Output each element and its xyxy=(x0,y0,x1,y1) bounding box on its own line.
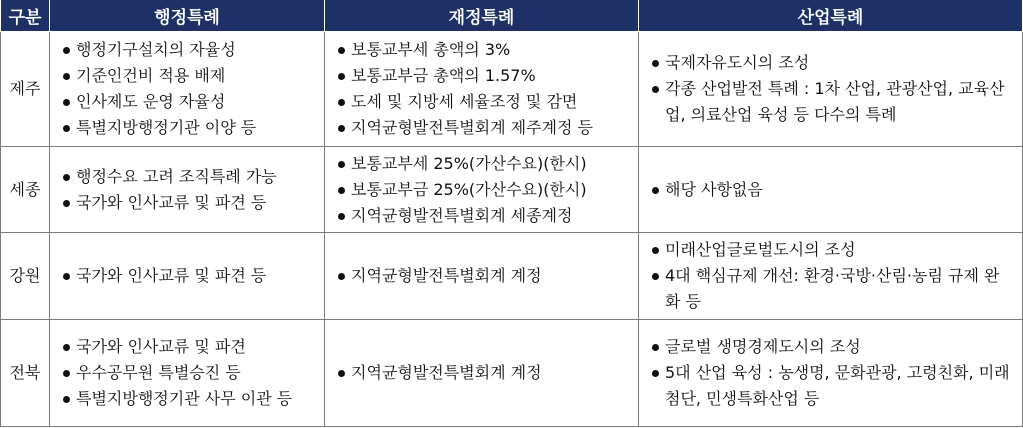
list-item: 기준인건비 적용 배제 xyxy=(62,63,316,89)
table-header-row xyxy=(1,0,1023,32)
list-item: 보통교부세 25%(가산수요)(한시) xyxy=(337,151,630,177)
list-item: 보통교부세 총액의 3% xyxy=(337,37,630,63)
list-item: 국가와 인사교류 및 파견 등 xyxy=(62,263,316,289)
list-item: 특별지방행정기관 사무 이관 등 xyxy=(62,386,316,412)
region-cell: 전북 xyxy=(1,320,50,427)
industry-cell xyxy=(639,32,1023,147)
region-cell: 강원 xyxy=(1,233,50,320)
list-item: 지역균형발전특별회계 계정 xyxy=(337,263,630,289)
list-item: 행정기구설치의 자율성 xyxy=(62,37,316,63)
finance-cell xyxy=(325,147,639,233)
bullet-list xyxy=(337,37,630,141)
admin-cell xyxy=(50,320,325,427)
bullet-list xyxy=(337,151,630,229)
list-item: 도세 및 지방세 세율조정 및 감면 xyxy=(337,89,630,115)
admin-cell xyxy=(50,233,325,320)
region-cell: 세종 xyxy=(1,147,50,233)
list-item: 우수공무원 특별승진 등 xyxy=(62,360,316,386)
bullet-list xyxy=(62,164,316,216)
industry-cell xyxy=(639,320,1023,427)
industry-cell xyxy=(639,147,1023,233)
table-row xyxy=(1,320,1023,427)
list-item: 각종 산업발전 특례 : 1차 산업, 관광산업, 교육산업, 의료산업 육성 등 다수의 특례 xyxy=(651,76,1014,128)
list-item: 보통교부금 총액의 1.57% xyxy=(337,63,630,89)
admin-cell xyxy=(50,147,325,233)
bullet-list xyxy=(337,360,630,386)
header-finance-provision: 재정특례 xyxy=(325,0,639,32)
bullet-list xyxy=(62,263,316,289)
list-item: 지역균형발전특별회계 세종계정 xyxy=(337,203,630,229)
list-item: 국가와 인사교류 및 파견 xyxy=(62,334,316,360)
list-item: 국가와 인사교류 및 파견 등 xyxy=(62,190,316,216)
header-category: 구분 xyxy=(1,0,50,32)
finance-cell xyxy=(325,32,639,147)
list-item: 보통교부금 25%(가산수요)(한시) xyxy=(337,177,630,203)
list-item: 지역균형발전특별회계 계정 xyxy=(337,360,630,386)
list-item: 해당 사항없음 xyxy=(651,177,1014,203)
finance-cell xyxy=(325,233,639,320)
bullet-list xyxy=(62,334,316,412)
list-item: 행정수요 고려 조직특례 가능 xyxy=(62,164,316,190)
header-admin-provision: 행정특례 xyxy=(50,0,325,32)
list-item: 4대 핵심규제 개선: 환경·국방·산림·농림 규제 완화 등 xyxy=(651,263,1014,315)
industry-cell xyxy=(639,233,1023,320)
table-row xyxy=(1,32,1023,147)
bullet-list xyxy=(62,37,316,141)
region-cell: 제주 xyxy=(1,32,50,147)
list-item: 국제자유도시의 조성 xyxy=(651,50,1014,76)
bullet-list xyxy=(651,237,1014,315)
table-row xyxy=(1,233,1023,320)
list-item: 미래산업글로벌도시의 조성 xyxy=(651,237,1014,263)
list-item: 특별지방행정기관 이양 등 xyxy=(62,115,316,141)
table-row xyxy=(1,147,1023,233)
admin-cell xyxy=(50,32,325,147)
finance-cell xyxy=(325,320,639,427)
bullet-list xyxy=(651,50,1014,128)
list-item: 인사제도 운영 자율성 xyxy=(62,89,316,115)
bullet-list xyxy=(651,177,1014,203)
header-industry-provision: 산업특례 xyxy=(639,0,1023,32)
list-item: 5대 산업 육성 : 농생명, 문화관광, 고령친화, 미래첨단, 민생특화산업 등 xyxy=(651,360,1014,412)
list-item: 글로벌 생명경제도시의 조성 xyxy=(651,334,1014,360)
bullet-list xyxy=(651,334,1014,412)
list-item: 지역균형발전특별회계 제주계정 등 xyxy=(337,115,630,141)
bullet-list xyxy=(337,263,630,289)
